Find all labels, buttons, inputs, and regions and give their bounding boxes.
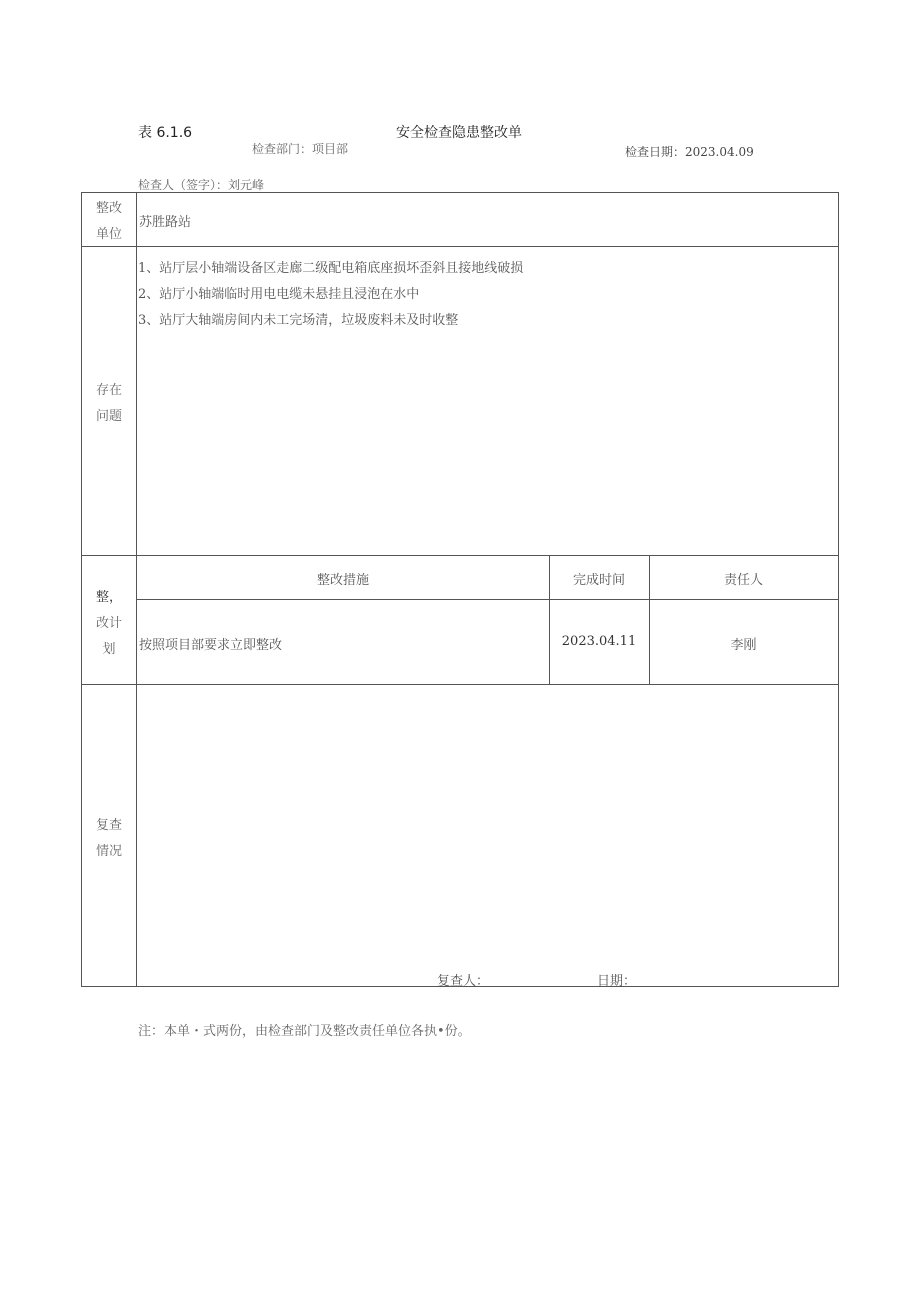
table-border-right <box>838 192 839 987</box>
completion-time: 2023.04.11 <box>561 634 637 649</box>
footnote: 注：本单・式两份，由检查部门及整改责任单位各执•份。 <box>138 1024 471 1039</box>
table-divider <box>137 599 839 600</box>
table-divider <box>81 555 839 556</box>
plan-label <box>81 585 137 663</box>
issues-label-line: 存在 <box>95 383 122 398</box>
inspection-date: 检查日期：2023.04.09 <box>625 145 754 159</box>
reviewer-field-label: 复查人： <box>437 974 490 989</box>
issue-item: 2、站厅小轴端临时用电电缆未悬挂且浸泡在水中 <box>138 287 420 302</box>
issues-label <box>81 378 137 430</box>
column-header-completion-time: 完成时间 <box>572 573 625 588</box>
responsible-person: 李刚 <box>730 638 757 653</box>
unit-label <box>81 196 137 248</box>
review-label-line: 复查 <box>95 818 122 833</box>
issue-item: 3、站厅大轴端房间内未工完场清，垃圾废料未及时收整 <box>138 313 459 328</box>
rectification-unit-value: 苏胜路站 <box>139 215 192 230</box>
inspection-department: 检查部门：项目部 <box>252 142 349 156</box>
table-divider <box>81 246 839 247</box>
issues-label-line: 问题 <box>95 409 122 424</box>
plan-label-line: 划 <box>102 642 116 657</box>
table-border-top <box>81 192 839 193</box>
form-title: 安全检查隐患整改单 <box>396 125 522 141</box>
table-number: 表 6.1.6 <box>138 125 193 141</box>
review-label <box>81 813 137 865</box>
review-date-field-label: 日期： <box>597 974 637 989</box>
issue-item: 1、站厅层小轴端设备区走廊二级配电箱底座损坏歪斜且接地线破损 <box>138 261 524 276</box>
unit-label-line: 整改 <box>95 201 122 216</box>
column-header-measure: 整改措施 <box>316 573 369 588</box>
review-label-line: 情况 <box>95 844 122 859</box>
unit-label-line: 单位 <box>95 227 122 242</box>
rectification-measure: 按照项目部要求立即整改 <box>139 638 283 653</box>
inspector-signature: 检查人（签字）：刘元峰 <box>138 178 265 192</box>
plan-label-line: 改计 <box>95 616 122 631</box>
column-header-responsible-person: 责任人 <box>723 573 763 588</box>
plan-label-line: 整， <box>95 590 122 605</box>
table-divider <box>81 684 839 685</box>
